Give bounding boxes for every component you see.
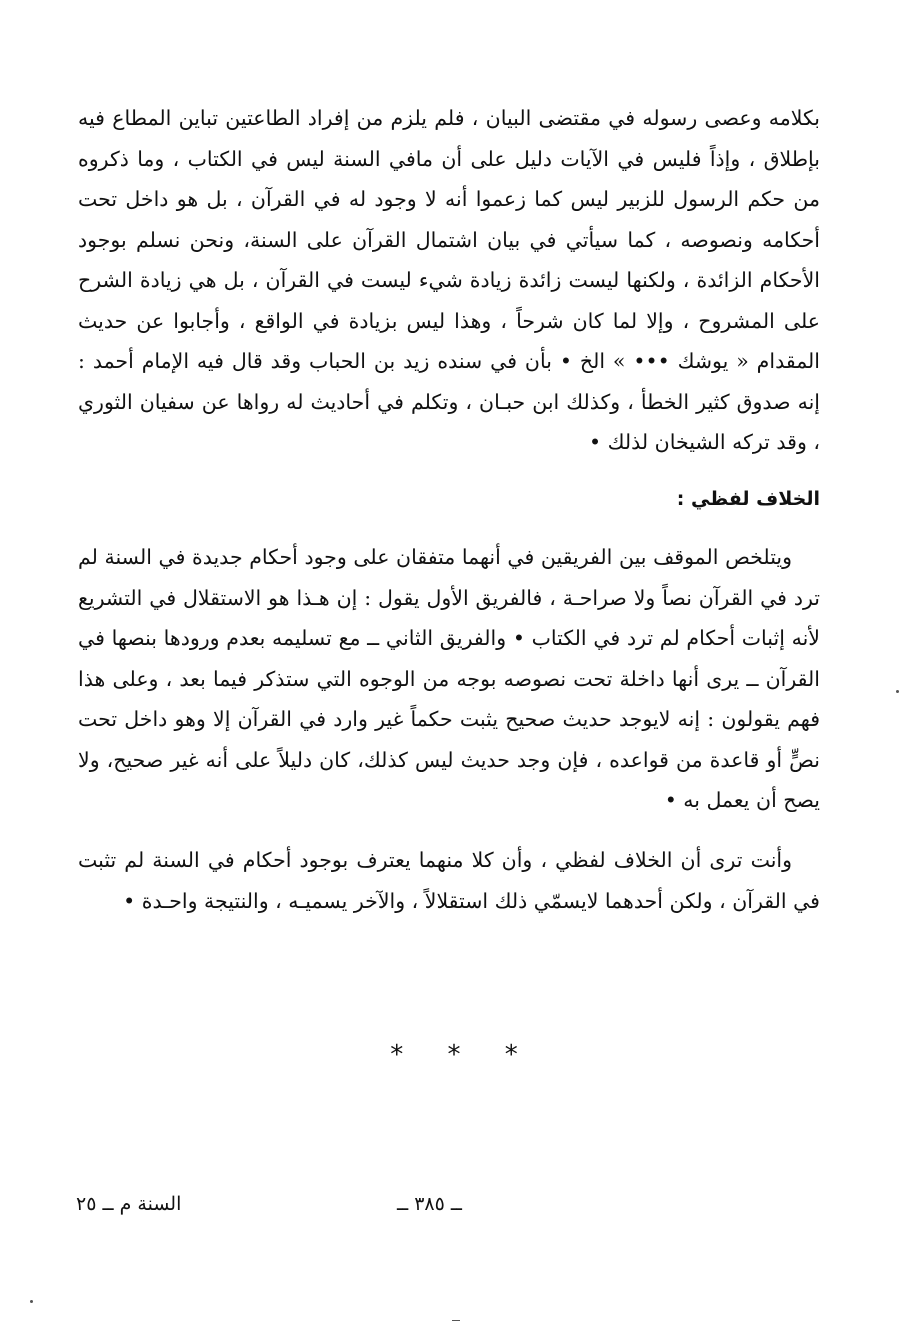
section-separator: * * * <box>390 1040 518 1070</box>
section-heading: الخلاف لفظي : <box>676 488 820 510</box>
signature-mark: السنة م ــ ٢٥ <box>76 1193 182 1215</box>
paragraph-3: وأنت ترى أن الخلاف لفظي ، وأن كلا منهما يعترف بوجود أحكام في السنة لم تثبت في القرآن ، ولكن أحدهما لايسمّي ذلك استقلالاً ، والآخر يسميـه ، والنتيجة واحـدة • <box>78 848 820 913</box>
paragraph-2: ويتلخص الموقف بين الفريقين في أنهما متفقان على وجود أحكام جديدة في السنة لم ترد في القرآن نصاً ولا صراحـة ، فالفريق الأول يقول : إن هـذا هو الاستقلال في التشريع لأنه إثبات أحكام لم ترد في الكتاب • والفريق الثاني ــ مع تسليمه بعدم ورودها بنصها في القرآن ــ يرى أنها داخلة تحت نصوصه بوجه من الوجوه التي ستذكر فيما بعد ، وعلى هذا فهم يقولون : إنه لايوجد حديث صحيح يثبت حكماً غير وارد في القرآن إلا وهو داخل تحت نصٍّ أو قاعدة من قواعده ، فإن وجد حديث ليس كذلك، كان دليلاً على أنه غير صحيح، ولا يصح أن يعمل به • <box>78 545 820 812</box>
scan-speck <box>452 1320 460 1321</box>
page-number: ــ ٣٨٥ ــ <box>397 1193 462 1215</box>
scan-speck <box>896 690 899 693</box>
scan-speck <box>30 1300 33 1303</box>
paragraph-1: بكلامه وعصى رسوله في مقتضى البيان ، فلم يلزم من إفراد الطاعتين تباين المطاع فيه بإطلاق ، وإذاً فليس في الآيات دليل على أن مافي السنة ليس في الكتاب ، وما ذكروه من حكم الرسول للزبير ليس كما زعموا أنه لا وجود له في القرآن ، بل هو داخل تحت أحكامه ونصوصه ، كما سيأتي في بيان اشتمال القرآن على السنة، ونحن نسلم بوجود الأحكام الزائدة ، ولكنها ليست زائدة زيادة شيء ليست في القرآن ، بل هي زيادة الشرح على المشروح ، وإلا لما كان شرحاً ، وهذا ليس بزيادة في الواقع ، وأجابوا عن حديث المقدام « يوشك ••• » الخ • بأن في سنده زيد بن الحباب وقد قال فيه الإمام أحمد : إنه صدوق كثير الخطأ ، وكذلك ابن حبـان ، وتكلم في أحاديث له رواها عن سفيان الثوري ، وقد تركه الشيخان لذلك • <box>78 106 820 454</box>
